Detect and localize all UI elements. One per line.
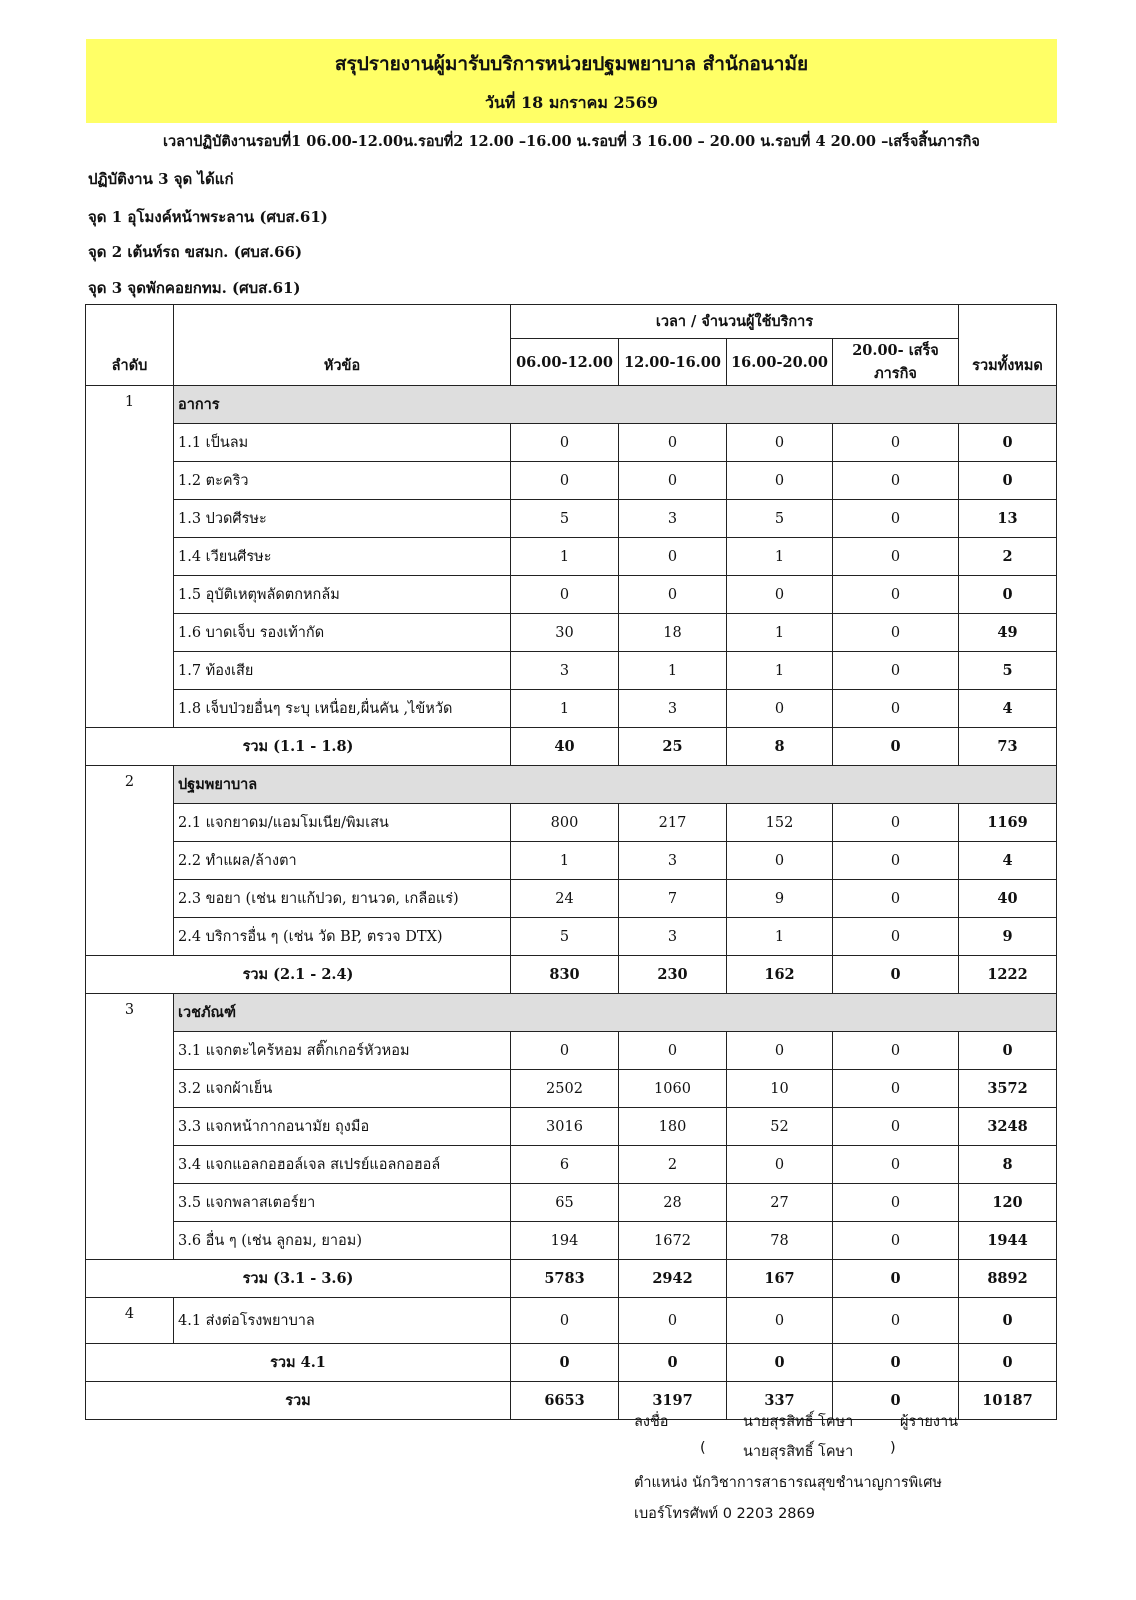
subtotal-row (86, 728, 1057, 766)
table-row (86, 462, 1057, 500)
row-value: 0 (833, 1184, 959, 1222)
row-value: 0 (833, 424, 959, 462)
row-value: 3 (619, 690, 727, 728)
signer-name: นายสุรสิทธิ์ โคษา (743, 1414, 854, 1430)
row-value: 1 (511, 538, 619, 576)
row-total: 1944 (959, 1222, 1057, 1260)
table-row (86, 1070, 1057, 1108)
section-title: ปฐมพยาบาล (174, 766, 1057, 804)
row-label: 2.4 บริการอื่น ๆ (เช่น วัด BP, ตรวจ DTX) (174, 918, 511, 956)
subtotal-value: 0 (727, 1344, 833, 1382)
section-title-row (86, 766, 1057, 804)
subtotal-total: 73 (959, 728, 1057, 766)
row-total: 8 (959, 1146, 1057, 1184)
row-value: 0 (619, 424, 727, 462)
row-value: 27 (727, 1184, 833, 1222)
row-value: 65 (511, 1184, 619, 1222)
grand-total-value: 6653 (511, 1382, 619, 1420)
row-value: 0 (833, 1222, 959, 1260)
row-total: 0 (959, 1032, 1057, 1070)
grand-total-label: รวม (86, 1382, 511, 1420)
table-row (86, 1298, 1057, 1344)
row-value: 0 (511, 1032, 619, 1070)
signer-name-printed: นายสุรสิทธิ์ โคษา (743, 1444, 854, 1460)
section-index: 3 (86, 994, 174, 1260)
row-value: 52 (727, 1108, 833, 1146)
row-total: 4 (959, 690, 1057, 728)
subtotal-value: 0 (833, 1344, 959, 1382)
row-value: 0 (619, 538, 727, 576)
row-total: 4 (959, 842, 1057, 880)
row-total: 2 (959, 538, 1057, 576)
subtotal-value: 25 (619, 728, 727, 766)
row-label: 1.3 ปวดศีรษะ (174, 500, 511, 538)
subtotal-value: 8 (727, 728, 833, 766)
section-title-row (86, 994, 1057, 1032)
table-row (86, 880, 1057, 918)
row-label: 1.8 เจ็บป่วยอื่นๆ ระบุ เหนื่อย,ผื่นคัน ,ไข้หวัด (174, 690, 511, 728)
table-row (86, 424, 1057, 462)
subtotal-row (86, 956, 1057, 994)
row-label: 1.7 ท้องเสีย (174, 652, 511, 690)
table-row (86, 652, 1057, 690)
row-value: 0 (833, 1032, 959, 1070)
col-index-header: ลำดับ (86, 305, 174, 386)
row-label: 1.1 เป็นลม (174, 424, 511, 462)
subtotal-label: รวม (3.1 - 3.6) (86, 1260, 511, 1298)
row-value: 5 (727, 500, 833, 538)
row-total: 49 (959, 614, 1057, 652)
row-label: 1.6 บาดเจ็บ รองเท้ากัด (174, 614, 511, 652)
row-label: 1.5 อุบัติเหตุพลัดตกหกล้ม (174, 576, 511, 614)
subtotal-value: 162 (727, 956, 833, 994)
subtotal-value: 0 (511, 1344, 619, 1382)
row-value: 217 (619, 804, 727, 842)
subtotal-value: 0 (833, 956, 959, 994)
row-value: 0 (727, 1298, 833, 1344)
row-value: 0 (833, 652, 959, 690)
row-value: 1 (511, 690, 619, 728)
section-title: อาการ (174, 386, 1057, 424)
row-value: 78 (727, 1222, 833, 1260)
subtotal-row (86, 1344, 1057, 1382)
row-value: 1 (727, 918, 833, 956)
row-value: 3 (619, 842, 727, 880)
row-total: 3572 (959, 1070, 1057, 1108)
table-row (86, 842, 1057, 880)
paren-close: ) (890, 1440, 896, 1456)
subtotal-value: 0 (619, 1344, 727, 1382)
row-value: 0 (619, 1298, 727, 1344)
row-value: 0 (727, 576, 833, 614)
row-value: 3016 (511, 1108, 619, 1146)
subtotal-value: 2942 (619, 1260, 727, 1298)
table-row (86, 614, 1057, 652)
signer-position: ตำแหน่ง นักวิชาการสาธารณสุขชำนาญการพิเศษ (634, 1475, 942, 1491)
subtotal-value: 0 (833, 728, 959, 766)
row-total: 40 (959, 880, 1057, 918)
row-value: 10 (727, 1070, 833, 1108)
row-label: 1.4 เวียนศีรษะ (174, 538, 511, 576)
grand-total-value: 3197 (619, 1382, 727, 1420)
row-value: 0 (833, 842, 959, 880)
grand-total-total: 10187 (959, 1382, 1057, 1420)
row-value: 28 (619, 1184, 727, 1222)
row-value: 0 (727, 462, 833, 500)
row-value: 152 (727, 804, 833, 842)
report-date: วันที่ 18 มกราคม 2569 (484, 93, 659, 112)
table-row (86, 1032, 1057, 1070)
table-row (86, 918, 1057, 956)
row-value: 0 (833, 614, 959, 652)
subtotal-value: 5783 (511, 1260, 619, 1298)
row-value: 0 (833, 576, 959, 614)
row-value: 1 (619, 652, 727, 690)
row-value: 0 (511, 424, 619, 462)
row-value: 0 (833, 1298, 959, 1344)
row-value: 1 (511, 842, 619, 880)
row-value: 0 (833, 1108, 959, 1146)
table-row (86, 1146, 1057, 1184)
row-value: 3 (511, 652, 619, 690)
grand-total-value: 0 (833, 1382, 959, 1420)
row-value: 9 (727, 880, 833, 918)
paren-open: ( (700, 1440, 706, 1456)
row-value: 0 (619, 1032, 727, 1070)
row-value: 0 (833, 462, 959, 500)
locations-intro: ปฏิบัติงาน 3 จุด ได้แก่ (88, 170, 234, 188)
row-value: 0 (833, 1070, 959, 1108)
table-header-row (86, 305, 1057, 339)
row-value: 0 (833, 918, 959, 956)
report-table-body (86, 305, 1057, 1420)
row-label: 3.1 แจกตะไคร้หอม สติ๊กเกอร์หัวหอม (174, 1032, 511, 1070)
table-row (86, 538, 1057, 576)
row-value: 0 (619, 576, 727, 614)
row-total: 1169 (959, 804, 1057, 842)
table-row (86, 804, 1057, 842)
subtotal-label: รวม (1.1 - 1.8) (86, 728, 511, 766)
time-col-header: 20.00- เสร็จภารกิจ (833, 339, 959, 386)
subtotal-value: 40 (511, 728, 619, 766)
row-value: 3 (619, 918, 727, 956)
row-value: 0 (511, 1298, 619, 1344)
row-value: 1 (727, 538, 833, 576)
row-value: 30 (511, 614, 619, 652)
report-table (85, 304, 1057, 1420)
subtotal-label: รวม (2.1 - 2.4) (86, 956, 511, 994)
row-value: 0 (727, 1032, 833, 1070)
row-label: 3.2 แจกผ้าเย็น (174, 1070, 511, 1108)
row-value: 3 (619, 500, 727, 538)
sign-label: ลงชื่อ (634, 1414, 669, 1430)
time-col-header: 06.00-12.00 (511, 339, 619, 386)
row-label: 3.3 แจกหน้ากากอนามัย ถุงมือ (174, 1108, 511, 1146)
row-value: 1672 (619, 1222, 727, 1260)
row-value: 0 (833, 880, 959, 918)
row-total: 0 (959, 576, 1057, 614)
time-group-header: เวลา / จำนวนผู้ใช้บริการ (511, 305, 959, 339)
location-2: จุด 2 เต้นท์รถ ขสมก. (ศบส.66) (88, 243, 303, 261)
row-label: 2.3 ขอยา (เช่น ยาแก้ปวด, ยานวด, เกลือแร่) (174, 880, 511, 918)
row-value: 0 (727, 424, 833, 462)
table-row (86, 690, 1057, 728)
col-total-header: รวมทั้งหมด (959, 305, 1057, 386)
row-total: 0 (959, 1298, 1057, 1344)
location-1: จุด 1 อุโมงค์หน้าพระลาน (ศบส.61) (88, 208, 328, 226)
table-row (86, 1108, 1057, 1146)
row-value: 0 (511, 462, 619, 500)
row-value: 1 (727, 614, 833, 652)
row-value: 6 (511, 1146, 619, 1184)
section-title-row (86, 386, 1057, 424)
subtotal-total: 8892 (959, 1260, 1057, 1298)
row-value: 194 (511, 1222, 619, 1260)
col-topic-header: หัวข้อ (174, 305, 511, 386)
subtotal-total: 0 (959, 1344, 1057, 1382)
report-title: สรุปรายงานผู้มารับบริการหน่วยปฐมพยาบาล สำนักอนามัย (334, 53, 809, 75)
row-value: 0 (727, 1146, 833, 1184)
row-label: 4.1 ส่งต่อโรงพยาบาล (174, 1298, 511, 1344)
title-banner (86, 39, 1057, 123)
subtotal-total: 1222 (959, 956, 1057, 994)
row-total: 13 (959, 500, 1057, 538)
row-value: 5 (511, 918, 619, 956)
subtotal-value: 230 (619, 956, 727, 994)
location-3: จุด 3 จุดพักคอยกทม. (ศบส.61) (88, 279, 301, 297)
table-row (86, 1184, 1057, 1222)
row-value: 0 (619, 462, 727, 500)
row-value: 800 (511, 804, 619, 842)
signer-role: ผู้รายงาน (900, 1414, 959, 1430)
row-value: 0 (727, 842, 833, 880)
table-row (86, 576, 1057, 614)
row-total: 3248 (959, 1108, 1057, 1146)
row-total: 0 (959, 424, 1057, 462)
row-total: 5 (959, 652, 1057, 690)
section-index: 1 (86, 386, 174, 728)
row-label: 3.5 แจกพลาสเตอร์ยา (174, 1184, 511, 1222)
subtotal-value: 0 (833, 1260, 959, 1298)
time-col-header: 16.00-20.00 (727, 339, 833, 386)
row-value: 0 (727, 690, 833, 728)
row-value: 0 (833, 1146, 959, 1184)
row-label: 2.1 แจกยาดม/แอมโมเนีย/พิมเสน (174, 804, 511, 842)
row-value: 1060 (619, 1070, 727, 1108)
subtotal-row (86, 1260, 1057, 1298)
table-row (86, 1222, 1057, 1260)
section-index: 2 (86, 766, 174, 956)
row-value: 18 (619, 614, 727, 652)
time-col-header: 12.00-16.00 (619, 339, 727, 386)
row-value: 0 (833, 538, 959, 576)
row-value: 0 (833, 500, 959, 538)
subtotal-label: รวม 4.1 (86, 1344, 511, 1382)
subtotal-value: 167 (727, 1260, 833, 1298)
grand-total-value: 337 (727, 1382, 833, 1420)
table-row (86, 500, 1057, 538)
row-total: 9 (959, 918, 1057, 956)
row-label: 2.2 ทำแผล/ล้างตา (174, 842, 511, 880)
row-value: 24 (511, 880, 619, 918)
row-label: 1.2 ตะคริว (174, 462, 511, 500)
row-value: 0 (511, 576, 619, 614)
row-value: 180 (619, 1108, 727, 1146)
row-value: 2502 (511, 1070, 619, 1108)
signer-phone: เบอร์โทรศัพท์ 0 2203 2869 (634, 1506, 815, 1522)
row-total: 120 (959, 1184, 1057, 1222)
row-value: 0 (833, 804, 959, 842)
shift-times: เวลาปฏิบัติงานรอบที่1 06.00-12.00น.รอบที่2 12.00 –16.00 น.รอบที่ 3 16.00 – 20.00 น.รอบที่ 4 20.00 –เสร็จสิ้นภารกิจ (163, 133, 980, 150)
row-value: 5 (511, 500, 619, 538)
row-value: 1 (727, 652, 833, 690)
section-index: 4 (86, 1298, 174, 1344)
row-value: 0 (833, 690, 959, 728)
section-title: เวชภัณฑ์ (174, 994, 1057, 1032)
row-label: 3.6 อื่น ๆ (เช่น ลูกอม, ยาอม) (174, 1222, 511, 1260)
row-value: 2 (619, 1146, 727, 1184)
subtotal-value: 830 (511, 956, 619, 994)
row-value: 7 (619, 880, 727, 918)
row-label: 3.4 แจกแอลกอฮอล์เจล สเปรย์แอลกอฮอล์ (174, 1146, 511, 1184)
row-total: 0 (959, 462, 1057, 500)
